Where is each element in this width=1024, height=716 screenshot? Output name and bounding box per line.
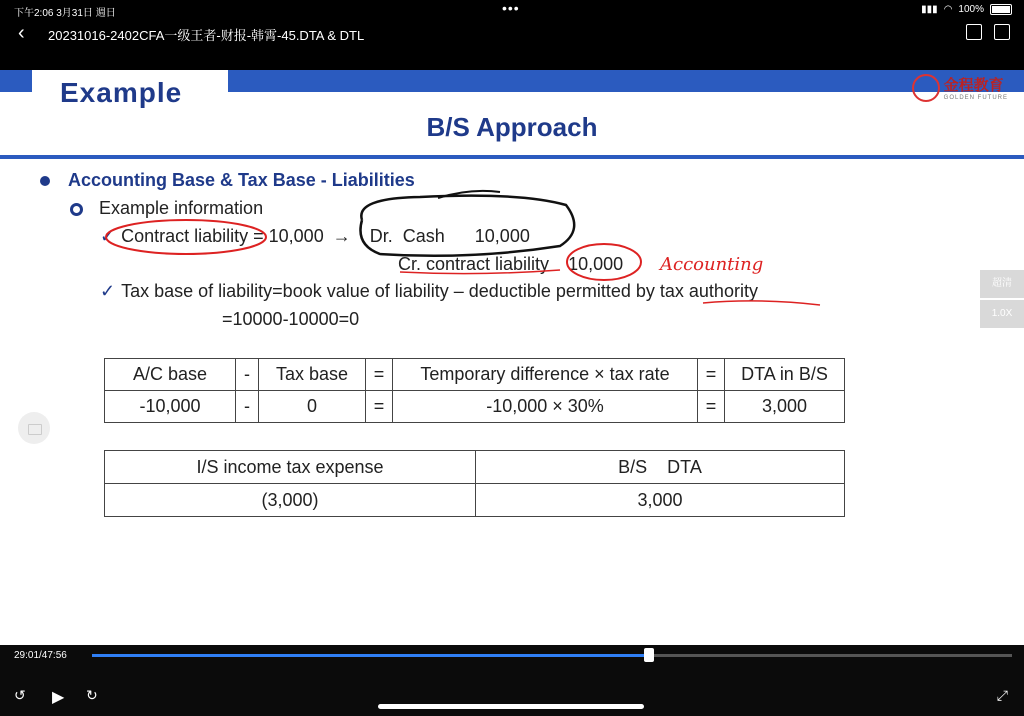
progress-played [92,654,649,657]
table-cell: 0 [259,391,366,423]
battery-percent: 100% [958,4,984,15]
circle-annotation [567,244,641,280]
check-icon: ✓ [100,226,116,246]
forward-15-icon[interactable]: ↻ [86,687,98,703]
credit-amount: 10,000 [568,254,624,274]
underline-annotation [703,301,820,305]
handwritten-note: Accounting [660,254,764,275]
example-label: Example [60,77,183,108]
note-icon[interactable] [966,24,982,40]
home-indicator [378,704,644,709]
video-title: 20231016-2402CFA一级王者-财报-韩霄-45.DTA & DTL [48,28,365,43]
bullet-heading-text: Accounting Base & Tax Base - Liabilities [68,170,415,190]
debit-entry: Dr. Cash 10,000 [369,226,530,246]
table-cell: = [366,391,393,423]
comment-icon[interactable] [994,24,1010,40]
signal-icon: ▮▮▮ [921,4,938,15]
table-cell: A/C base [105,359,236,391]
slide-title: B/S Approach [426,112,598,142]
tax-base-text: Tax base of liability=book value of liability – deductible permitted by tax authority [121,281,758,301]
title-actions [966,24,1010,40]
table-cell: -10,000 × 30% [393,391,698,423]
player-controls [0,645,1024,716]
quality-button[interactable]: 超清 [980,270,1024,298]
table-cell: DTA in B/S [725,359,845,391]
logo-text: 金程教育 [943,77,1004,94]
scrubber-handle[interactable] [644,648,654,662]
tax-base-calc: =10000-10000=0 [222,309,360,329]
battery-icon [990,4,1012,15]
contract-text: Contract liability = 10,000 [121,226,324,246]
circle-annotation [106,220,266,254]
sub-bullet-text: Example information [99,198,264,218]
credit-entry: Cr. contract liability [398,254,550,274]
speed-button[interactable]: 1.0X [980,300,1024,328]
table-cell: - [236,359,259,391]
table-cell: Temporary difference × tax rate [393,359,698,391]
back-icon[interactable]: ‹ [18,22,25,44]
table-cell: Tax base [259,359,366,391]
wifi-icon: ◠ [943,4,953,15]
table-cell: - [236,391,259,423]
status-right [921,4,1012,15]
table-cell: (3,000) [105,484,476,517]
rewind-15-icon[interactable]: ↺ [14,687,26,703]
pen-annotations [0,70,1024,645]
table-cell: = [698,391,725,423]
table-cell: I/S income tax expense [105,451,476,484]
logo-subtext: GOLDEN FUTURE [943,95,1008,101]
fullscreen-icon[interactable]: ⤢ [996,687,1008,703]
circle-annotation [360,196,574,256]
timecode: 29:01/47:56 [14,650,67,661]
lock-icon[interactable] [18,412,50,444]
arrow-icon: → [332,226,351,246]
more-dots-icon[interactable]: ••• [502,0,520,16]
underline-annotation [400,270,560,274]
table-cell: -10,000 [105,391,236,423]
progress-track[interactable] [92,654,1012,657]
play-icon[interactable]: ▶ [52,689,65,706]
table-cell: 3,000 [476,484,845,517]
table-cell: B/S DTA [476,451,845,484]
lecture-slide [0,70,1024,645]
status-bar [0,0,1024,20]
video-title-bar [0,20,1024,50]
status-time: 下午2:06 3月31日 週日 [14,8,116,19]
table-cell: = [698,359,725,391]
table-cell: = [366,359,393,391]
table-cell: 3,000 [725,391,845,423]
check-icon: ✓ [100,281,116,301]
